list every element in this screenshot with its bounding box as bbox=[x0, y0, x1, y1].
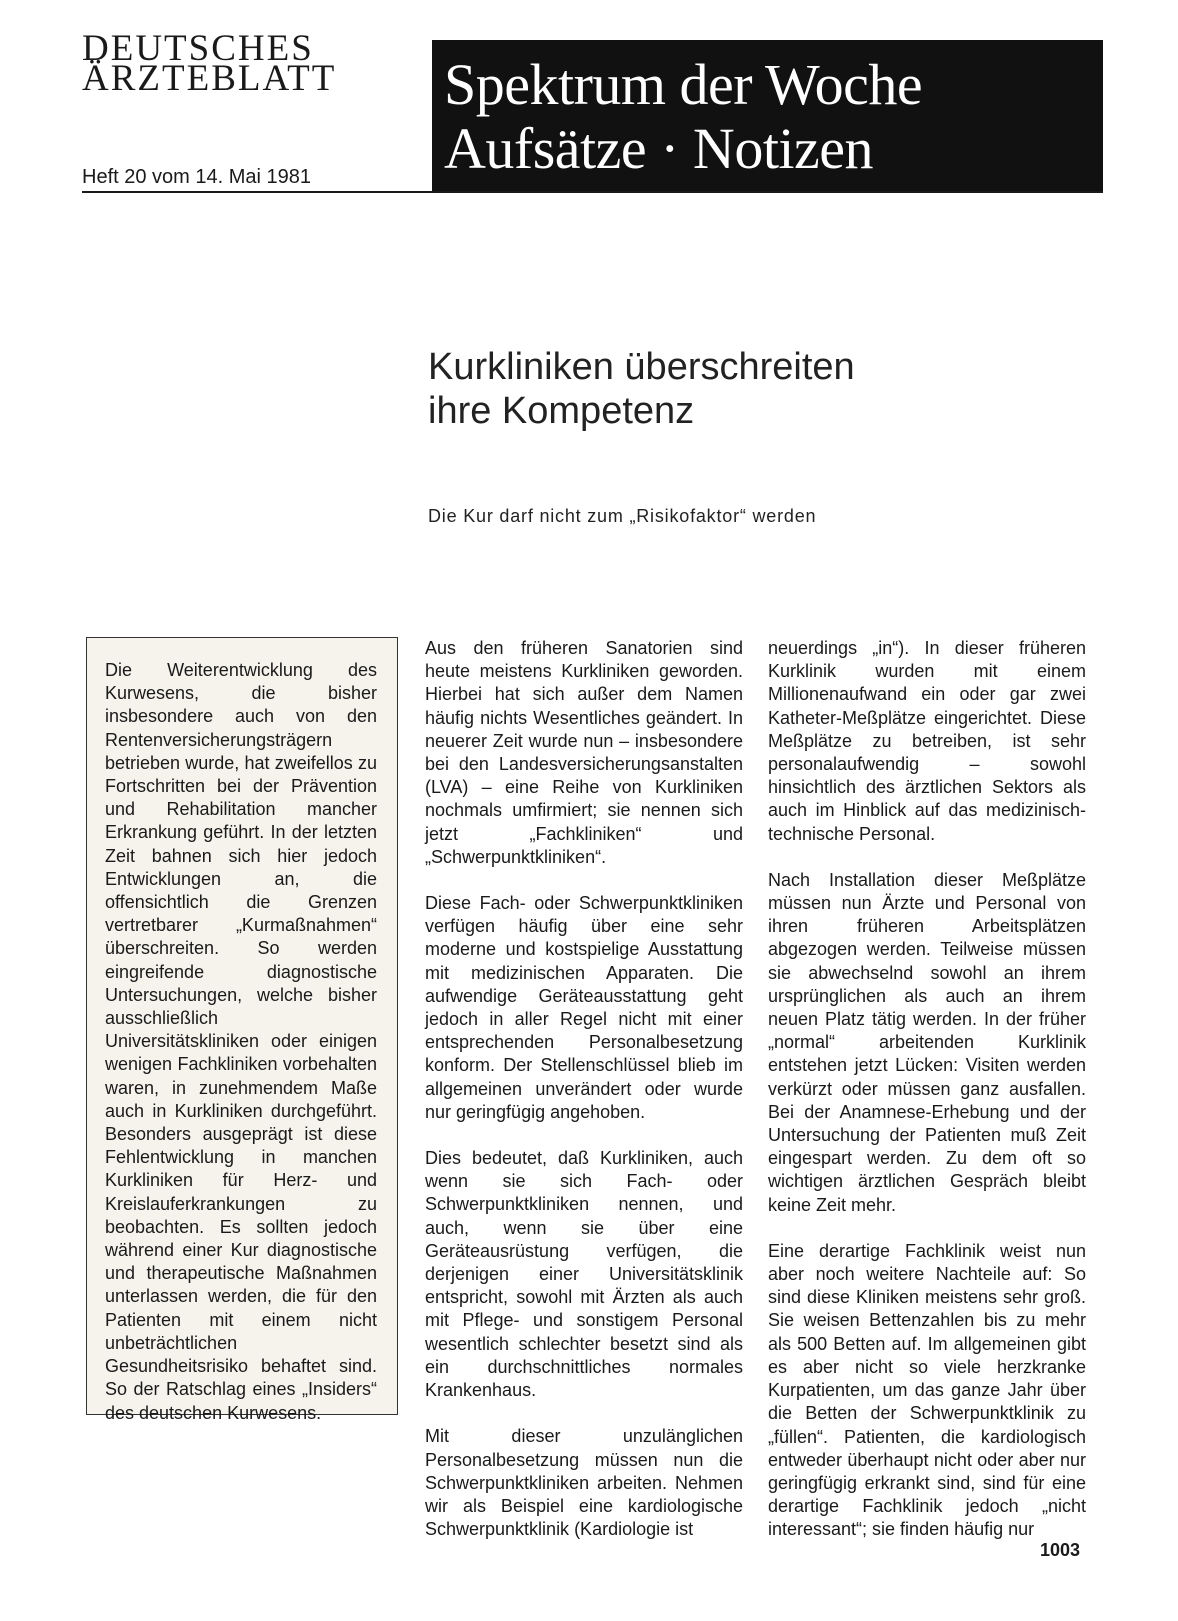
banner-line1: Spektrum der Woche bbox=[444, 52, 923, 117]
page-number: 1003 bbox=[1040, 1540, 1081, 1560]
paragraph: Diese Fach- oder Schwerpunktkliniken verfügen häufig über eine sehr moderne und kostspielige Ausstattung mit medizinischen Apparaten. Die aufwendige Geräteausstattung geht jedoch in aller Regel nicht mit einer entsprechenden Personalbesetzung konform. Der Stellenschlüssel blieb im allgemeinen unverändert oder wurde nur geringfügig angehoben. bbox=[425, 893, 743, 1122]
column-1 bbox=[425, 637, 743, 1564]
paragraph: Nach Installation dieser Meßplätze müssen nun Ärzte und Personal von ihren früheren Arbeitsplätzen abgezogen werden. Teilweise müssen sie abwechselnd sowohl an ihrem ursprünglichen als auch an ihrem neuen Platz tätig werden. In der früher „normal“ arbeitenden Kurklinik entstehen jetzt Lücken: Visiten werden verkürzt oder müssen ganz ausfallen. Bei der Anamnese-Erhebung und der Untersuchung der Patienten muß Zeit eingespart werden. Zu dem oft so wichtigen ärztlichen Gespräch bleibt keine Zeit mehr. bbox=[768, 869, 1086, 1215]
masthead-line1: DEUTSCHES bbox=[82, 28, 314, 69]
article-title bbox=[428, 345, 855, 433]
paragraph: Aus den früheren Sanatorien sind heute meistens Kurkliniken geworden. Hierbei hat sich außer dem Namen häufig nichts Wesentliches geändert. In neuerer Zeit wurde nun – insbesondere bei den Landesversicherungsanstalten (LVA) – eine Reihe von Kurkliniken nochmals umfirmiert; sie nennen sich jetzt „Fachkliniken“ und „Schwerpunktkliniken“. bbox=[425, 638, 743, 867]
paragraph: Eine derartige Fachklinik weist nun aber noch weitere Nachteile auf: So sind diese Kliniken meistens sehr groß. Sie weisen Bettenzahlen bis zu mehr als 500 Betten auf. Im allgemeinen gibt es aber nicht so viele herzkranke Kurpatienten, um das ganze Jahr über die Betten der Schwerpunktklinik zu „füllen“. Patienten, die kardiologisch entweder überhaupt nicht oder aber nur geringfügig erkrankt sind, sind für eine derartige Fachklinik jedoch „nicht interessant“; sie finden häufig nur bbox=[768, 1240, 1086, 1540]
title-line2: ihre Kompetenz bbox=[428, 390, 695, 432]
title-line1: Kurkliniken überschreiten bbox=[428, 346, 855, 388]
section-banner bbox=[432, 40, 1103, 191]
issue-date: Heft 20 vom 14. Mai 1981 bbox=[82, 166, 312, 188]
column-2 bbox=[768, 637, 1086, 1565]
paragraph: neuerdings „in“). In dieser früheren Kurklinik wurden mit einem Millionenaufwand ein oder gar zwei Katheter-Meßplätze eingerichtet. Diese Meßplätze zu betreiben, ist sehr personalaufwendig – sowohl hinsichtlich des ärztlichen Sektors als auch im Hinblick auf das medizinisch-technische Personal. bbox=[768, 638, 1086, 844]
banner-line2: Aufsätze · Notizen bbox=[444, 116, 874, 181]
intro-text: Die Weiterentwicklung des Kurwesens, die bisher insbesondere auch von den Rentenversicherungsträgern betrieben wurde, hat zweifellos zu Fortschritten bei der Prävention und Rehabilitation mancher Erkrankung geführt. In der letzten Zeit bahnen sich hier jedoch Entwicklungen an, die offensichtlich die Grenzen vertretbarer „Kurmaßnahmen“ überschreiten. So werden eingreifende diagnostische Untersuchungen, welche bisher ausschließlich Universitätskliniken oder einigen wenigen Fachkliniken vorbehalten waren, in zunehmendem Maße auch in Kurkliniken durchgeführt. Besonders ausgeprägt ist diese Fehlentwicklung in manchen Kurkliniken für Herz- und Kreislauferkrankungen zu beobachten. Es sollten jedoch während einer Kur diagnostische und therapeutische Maßnahmen unterlassen werden, die für den Patienten mit einem nicht unbeträchtlichen Gesundheitsrisiko behaftet sind. So der Ratschlag eines „Insiders“ des deutschen Kurwesens. bbox=[105, 660, 377, 1423]
header-rule bbox=[82, 191, 1103, 193]
paragraph: Dies bedeutet, daß Kurkliniken, auch wenn sie sich Fach- oder Schwerpunktkliniken nennen, und auch, wenn sie über eine Geräteausrüstung verfügen, die derjenigen einer Universitätsklinik entspricht, sowohl mit Ärzten als auch mit Pflege- und sonstigem Personal wesentlich schlechter besetzt sind als ein durchschnittliches normales Krankenhaus. bbox=[425, 1148, 743, 1401]
article-subtitle: Die Kur darf nicht zum „Risikofaktor“ werden bbox=[428, 506, 817, 526]
paragraph: Mit dieser unzulänglichen Personalbesetzung müssen nun die Schwerpunktkliniken arbeiten. Nehmen wir als Beispiel eine kardiologische Schwerpunktklinik (Kardiologie ist bbox=[425, 1426, 743, 1540]
masthead bbox=[82, 28, 337, 99]
masthead-line2: ÄRZTEBLATT bbox=[82, 58, 337, 99]
